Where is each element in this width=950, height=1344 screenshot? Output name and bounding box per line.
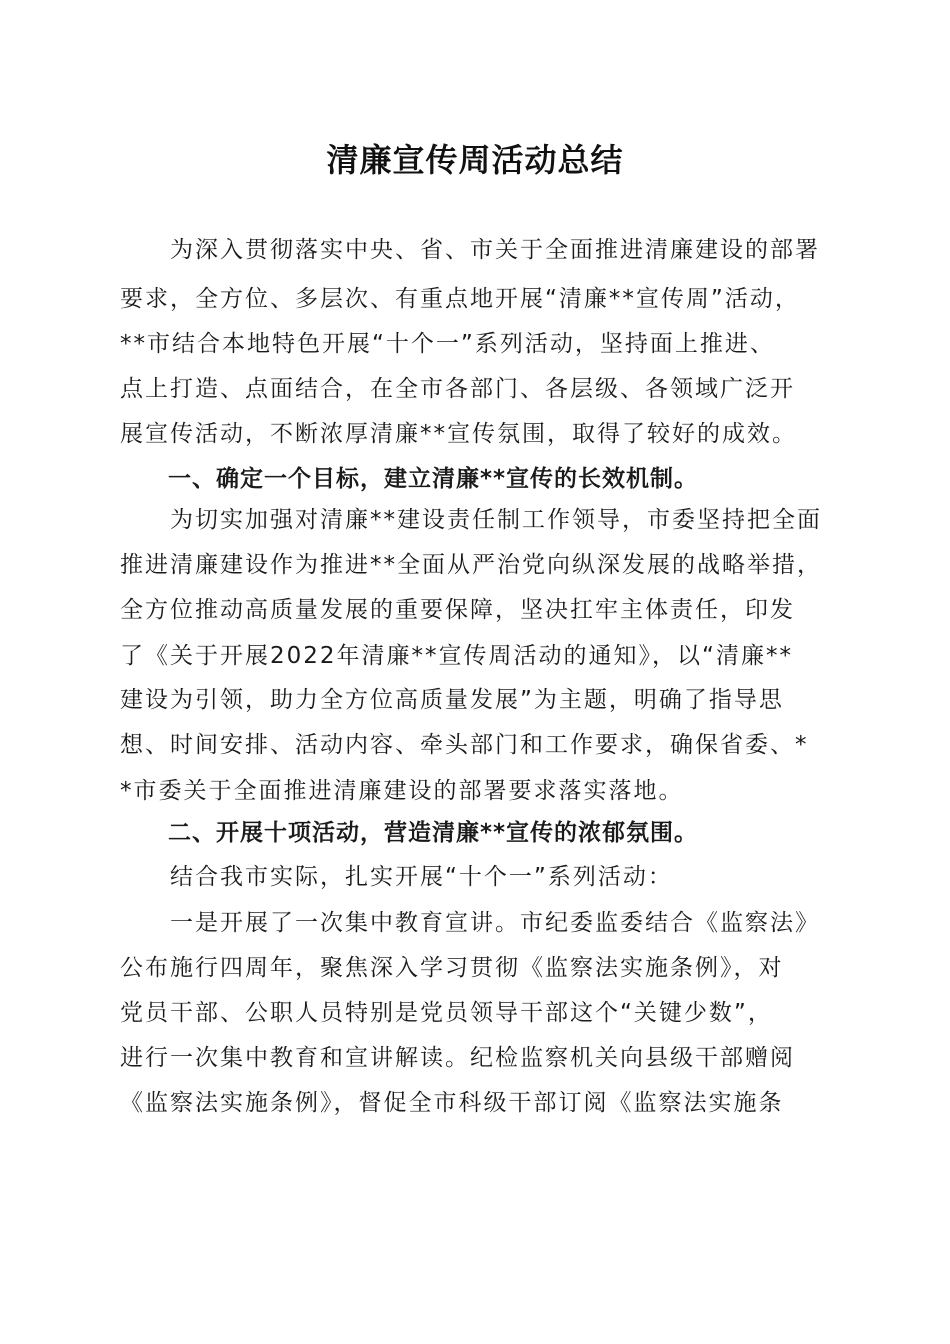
section-heading-1: 一、确定一个目标，建立清廉**宣传的长效机制。 bbox=[120, 466, 699, 492]
paragraph-line: 全方位推动高质量发展的重要保障，坚决扛牢主体责任，印发 bbox=[120, 597, 795, 623]
paragraph-line: 想、时间安排、活动内容、牵头部门和工作要求，确保省委、* bbox=[120, 732, 809, 758]
paragraph-line: *市委关于全面推进清廉建设的部署要求落实落地。 bbox=[120, 778, 684, 804]
section-heading-2: 二、开展十项活动，营造清廉**宣传的浓郁氛围。 bbox=[120, 820, 699, 846]
paragraph-line: 展宣传活动，不断浓厚清廉**宣传氛围，取得了较好的成效。 bbox=[120, 421, 797, 447]
paragraph-line: 为深入贯彻落实中央、省、市关于全面推进清廉建设的部署 bbox=[120, 237, 820, 263]
paragraph-line: 结合我市实际，扎实开展“十个一”系列活动： bbox=[120, 864, 673, 890]
paragraph-line: **市结合本地特色开展“十个一”系列活动，坚持面上推进、 bbox=[120, 331, 775, 357]
paragraph-line: 党员干部、公职人员特别是党员领导干部这个“关键少数”， bbox=[120, 1000, 773, 1026]
paragraph-line: 了《关于开展2022年清廉**宣传周活动的通知》，以“清廉** bbox=[120, 643, 793, 669]
paragraph-line: 建设为引领，助力全方位高质量发展”为主题，明确了指导思 bbox=[120, 687, 784, 713]
paragraph-line: 要求，全方位、多层次、有重点地开展“清廉**宣传周”活动， bbox=[120, 286, 800, 312]
paragraph-line: 推进清廉建设作为推进**全面从严治党向纵深发展的战略举措， bbox=[120, 552, 822, 578]
paragraph-line: 《监察法实施条例》，督促全市科级干部订阅《监察法实施条 bbox=[120, 1090, 784, 1116]
paragraph-line: 点上打造、点面结合，在全市各部门、各层级、各领域广泛开 bbox=[120, 376, 795, 402]
paragraph-line: 为切实加强对清廉**建设责任制工作领导，市委坚持把全面 bbox=[120, 507, 822, 533]
paragraph-line: 进行一次集中教育和宣讲解读。纪检监察机关向县级干部赠阅 bbox=[120, 1045, 795, 1071]
paragraph-line: 一是开展了一次集中教育宣讲。市纪委监委结合《监察法》 bbox=[120, 910, 820, 936]
document-title: 清廉宣传周活动总结 bbox=[326, 141, 624, 179]
paragraph-line: 公布施行四周年，聚焦深入学习贯彻《监察法实施条例》，对 bbox=[120, 955, 784, 981]
